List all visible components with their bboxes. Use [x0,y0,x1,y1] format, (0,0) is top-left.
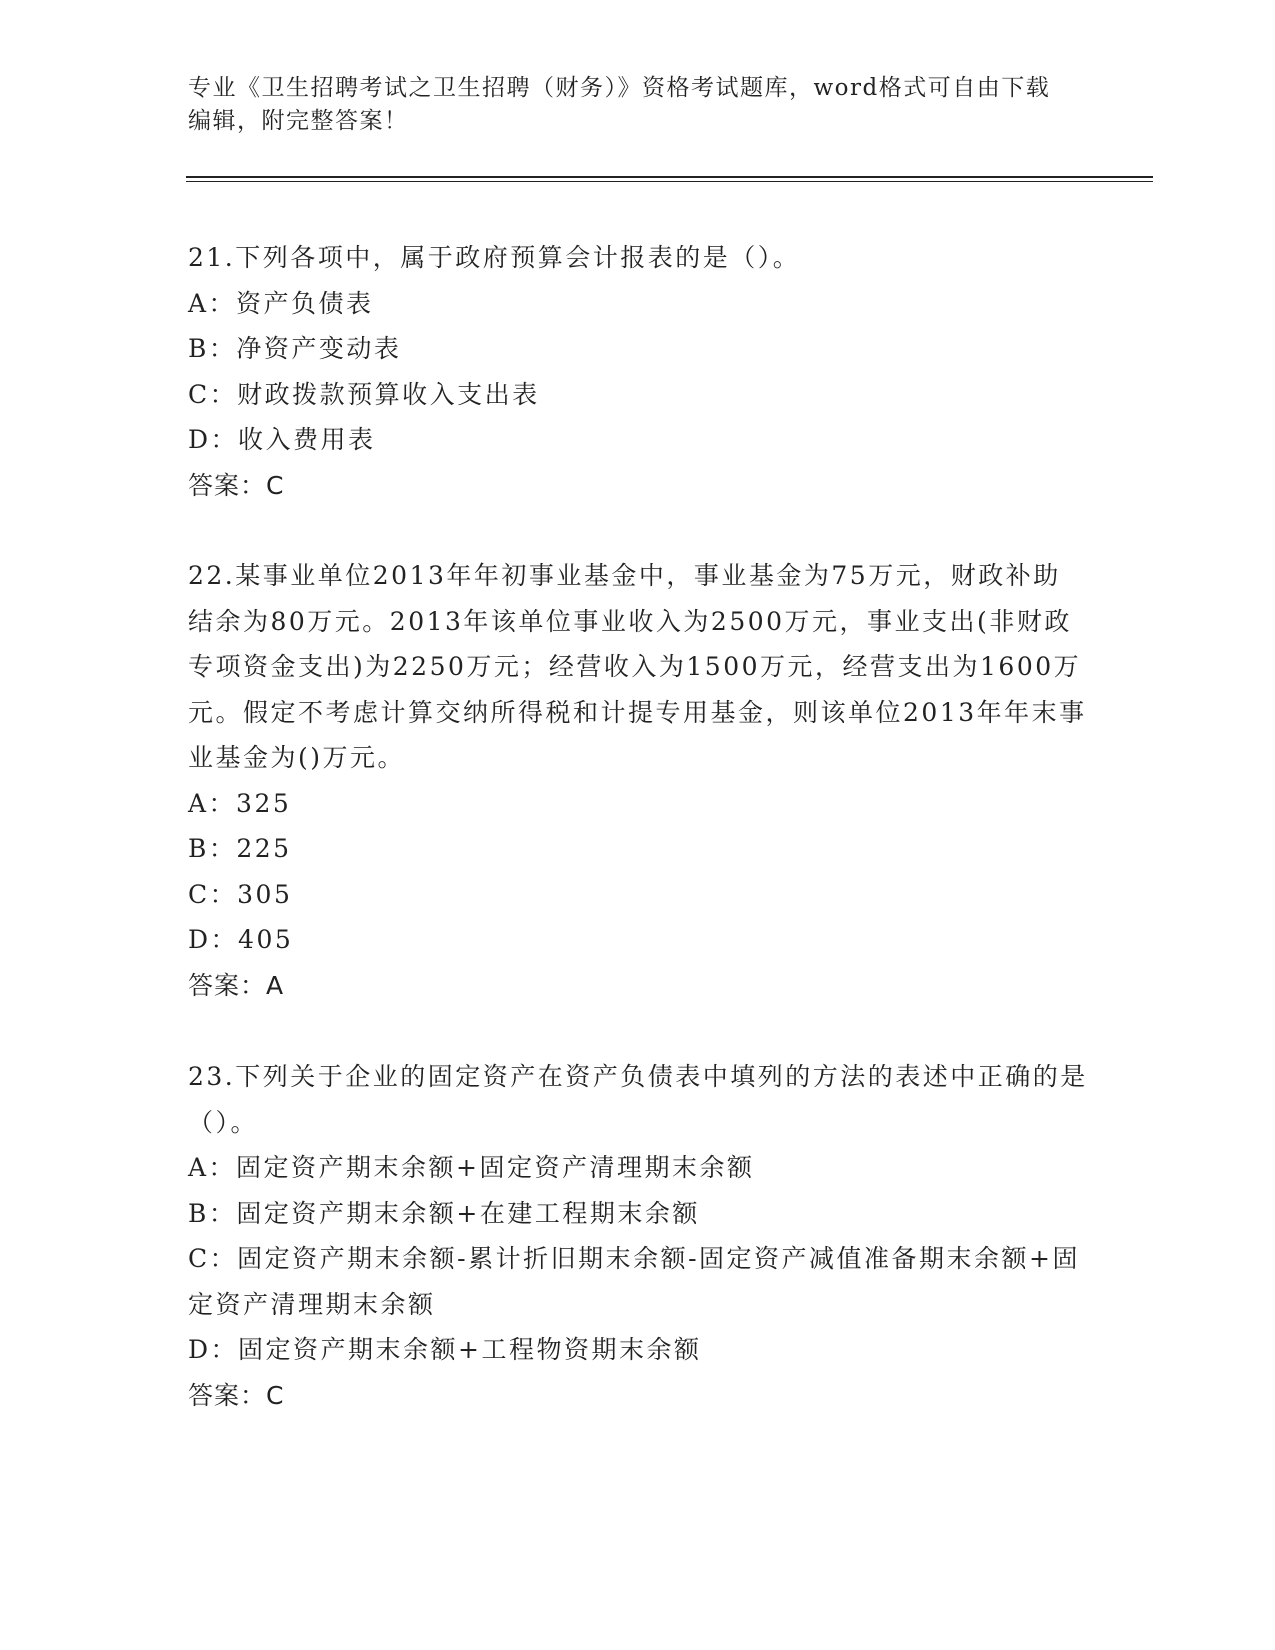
question-23 [188,1054,1088,1418]
option-c: C：固定资产期末余额-累计折旧期末余额-固定资产减值准备期末余额+固定资产清理期末余额 [188,1244,1080,1319]
option-d: D：收入费用表 [188,425,376,454]
question-22 [188,553,1088,1008]
option-a: A：固定资产期末余额+固定资产清理期末余额 [188,1153,755,1182]
answer-line: 答案：A [188,970,285,1000]
option-b: B：固定资产期末余额+在建工程期末余额 [188,1198,700,1228]
question-21 [188,235,1088,508]
option-b: B：225 [188,834,292,863]
option-d: D：405 [188,925,294,954]
answer-line: 答案：C [188,470,285,500]
document-header: 专业《卫生招聘考试之卫生招聘（财务）》资格考试题库，word格式可自由下载编辑，附完整答案！ [188,75,1051,134]
option-c: C：财政拨款预算收入支出表 [188,379,540,409]
answer-line: 答案：C [188,1380,285,1410]
option-d: D：固定资产期末余额+工程物资期末余额 [188,1335,702,1364]
option-a: A：资产负债表 [188,288,374,318]
question-stem: 22.某事业单位2013年年初事业基金中，事业基金为75万元，财政补助结余为80万元。2013年该单位事业收入为2500万元，事业支出(非财政专项资金支出)为2250万元；经营收入为1500万元，经营支出为1600万元。假定不考虑计算交纳所得税和计提专用基金，则该单位2013年年末事业基金为()万元。 [188,561,1087,772]
header-divider-thin [186,181,1153,182]
question-stem: 23.下列关于企业的固定资产在资产负债表中填列的方法的表述中正确的是（）。 [188,1062,1088,1137]
question-stem: 21.下列各项中，属于政府预算会计报表的是（）。 [188,243,801,272]
header-divider-thick [186,176,1153,178]
option-c: C：305 [188,879,293,909]
option-b: B：净资产变动表 [188,334,402,363]
option-a: A：325 [188,788,292,818]
